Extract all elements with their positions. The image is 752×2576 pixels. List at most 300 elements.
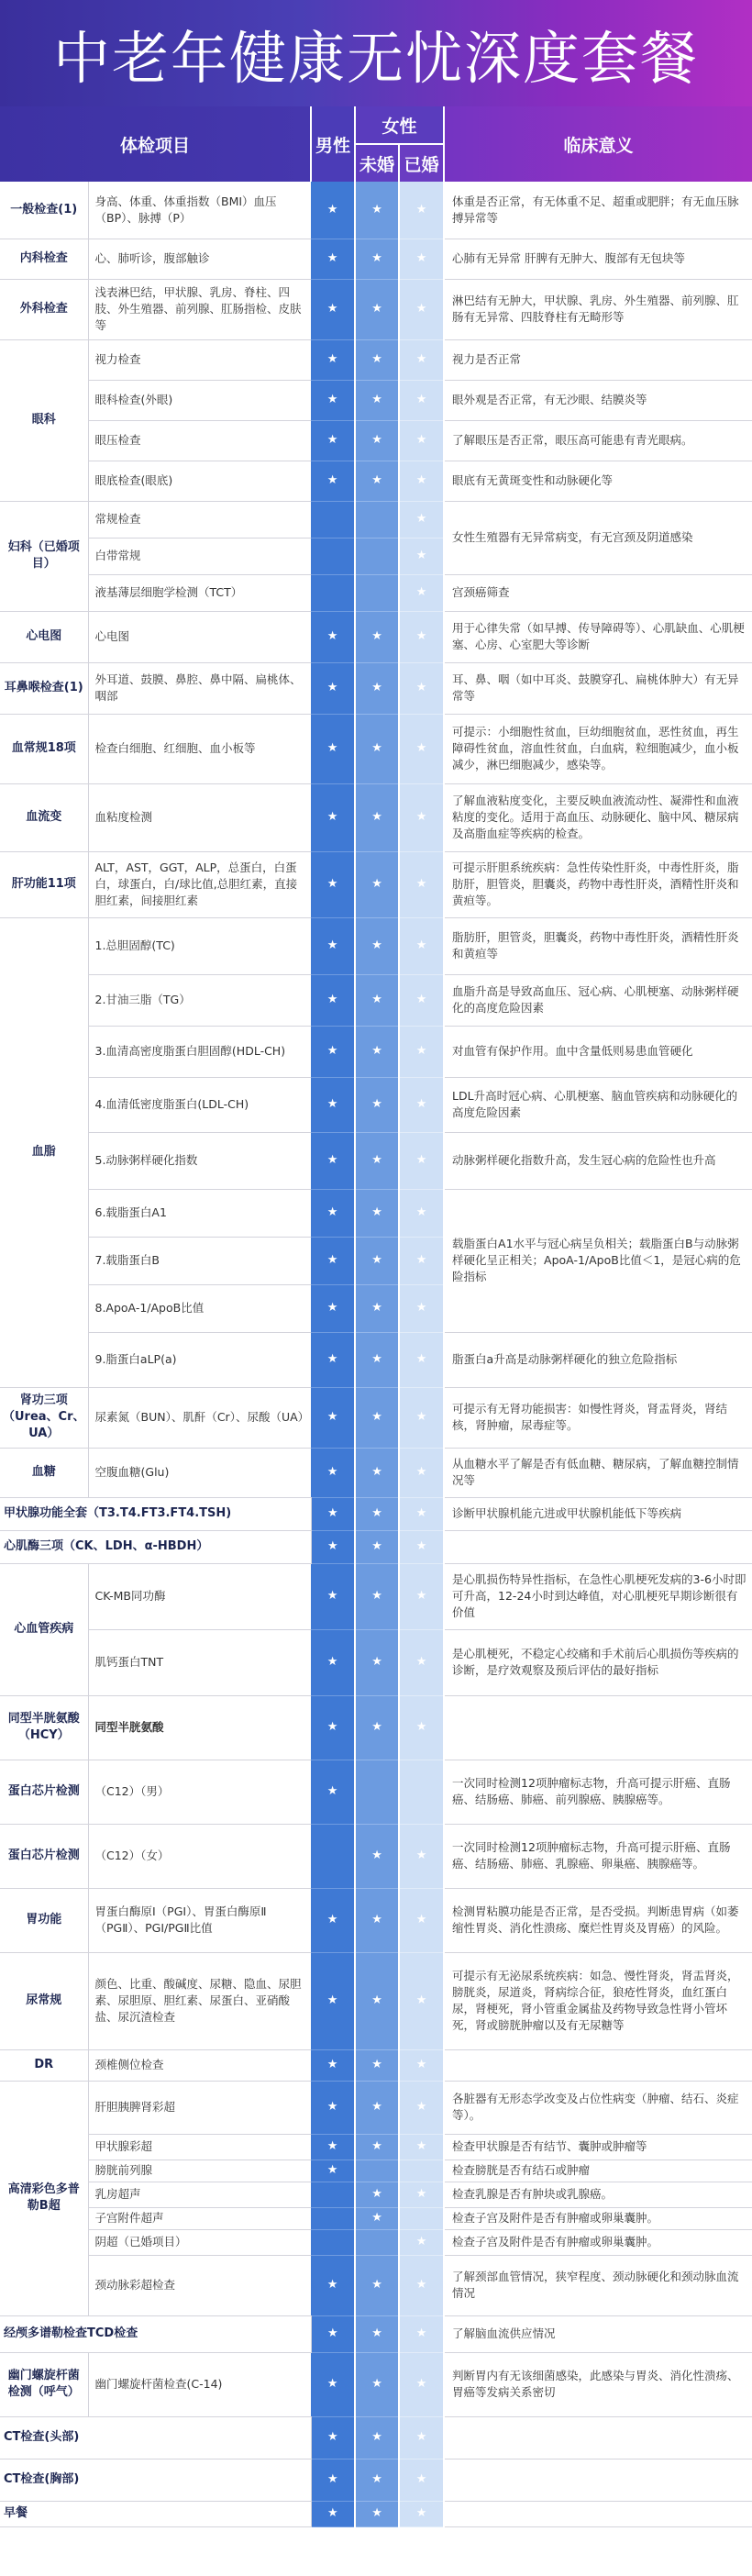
unmarried-mark-cell: ★ [355,851,399,917]
male-mark-cell: ★ [311,1284,355,1332]
table-row [0,501,752,538]
unmarried-mark-cell [355,2229,399,2255]
male-mark-cell [311,538,355,574]
clinical-meaning-cell: 检查乳腺是否有肿块或乳腺癌。 [444,2182,752,2207]
table-row [0,1077,752,1132]
sub-item-cell: 幽门螺旋杆菌检查(C-14) [88,2352,311,2416]
category-cell: 蛋白芯片检测 [0,1824,88,1888]
unmarried-mark-cell: ★ [355,1497,399,1530]
clinical-meaning-cell [444,2416,752,2459]
sub-item-cell: ALT，AST，GGT，ALP，总蛋白，白蛋白，球蛋白，白/球比值,总胆红素，直接胆红素，间接胆红素 [88,851,311,917]
table-row [0,1189,752,1237]
sub-item-cell: 浅表淋巴结，甲状腺、乳房、脊柱、四肢、外生殖器、前列腺、肛肠指检、皮肤等 [88,279,311,339]
married-mark-cell: ★ [399,1332,444,1387]
table-body [0,182,752,2526]
male-mark-cell: ★ [311,2416,355,2459]
table-row [0,2255,752,2315]
married-mark-cell: ★ [399,1824,444,1888]
clinical-meaning-cell: 各脏器有无形态学改变及占位性病变（肿瘤、结石、炎症等）。 [444,2081,752,2134]
table-row [0,420,752,461]
unmarried-mark-cell: ★ [355,1237,399,1284]
unmarried-mark-cell [355,501,399,538]
married-mark-cell: ★ [399,917,444,974]
male-mark-cell: ★ [311,851,355,917]
married-mark-cell: ★ [399,2049,444,2081]
sub-item-cell: 2.甘油三脂（TG） [88,974,311,1026]
male-mark-cell: ★ [311,239,355,279]
male-mark-cell [311,501,355,538]
sub-item-cell: 3.血清高密度脂蛋白胆固醇(HDL-CH) [88,1026,311,1077]
table-row [0,2352,752,2416]
unmarried-mark-cell: ★ [355,2416,399,2459]
married-mark-cell [399,2207,444,2229]
unmarried-mark-cell: ★ [355,1448,399,1497]
male-mark-cell: ★ [311,420,355,461]
table-row [0,1530,752,1563]
table-row [0,2182,752,2207]
category-cell: 心肌酶三项（CK、LDH、α-HBDH） [0,1530,311,1563]
married-mark-cell: ★ [399,1077,444,1132]
sub-item-cell: 尿素氮（BUN）、肌酐（Cr）、尿酸（UA） [88,1387,311,1448]
table-row [0,662,752,714]
married-mark-cell: ★ [399,1497,444,1530]
male-mark-cell: ★ [311,1497,355,1530]
clinical-meaning-cell [444,2501,752,2526]
unmarried-mark-cell: ★ [355,461,399,501]
header-unmarried: 未婚 [355,144,399,182]
clinical-meaning-cell: 眼底有无黄斑变性和动脉硬化等 [444,461,752,501]
table-row [0,917,752,974]
sub-item-cell: 颜色、比重、酸碱度、尿糖、隐血、尿胆素、尿胆原、胆红素、尿蛋白、亚硝酸盐、尿沉渣检查 [88,1952,311,2049]
sub-item-cell: 眼底检查(眼底) [88,461,311,501]
header-married: 已婚 [399,144,444,182]
male-mark-cell: ★ [311,2160,355,2182]
clinical-meaning-cell: 检查子宫及附件是否有肿瘤或卵巢囊肿。 [444,2229,752,2255]
table-row [0,1824,752,1888]
male-mark-cell: ★ [311,1077,355,1132]
table-row [0,2134,752,2160]
unmarried-mark-cell: ★ [355,1695,399,1760]
category-cell: 眼科 [0,339,88,501]
clinical-meaning-cell [444,1530,752,1563]
clinical-meaning-cell: 女性生殖器有无异常病变，有无宫颈及阴道感染 [444,501,752,574]
header-female: 女性 [355,106,444,144]
married-mark-cell: ★ [399,2352,444,2416]
male-mark-cell: ★ [311,2081,355,2134]
sub-item-cell: 液基薄层细胞学检测（TCT） [88,574,311,611]
unmarried-mark-cell: ★ [355,1284,399,1332]
sub-item-cell: 膀胱前列腺 [88,2160,311,2182]
married-mark-cell: ★ [399,339,444,380]
category-cell: 心血管疾病 [0,1563,88,1695]
sub-item-cell: 1.总胆固醇(TC) [88,917,311,974]
male-mark-cell: ★ [311,974,355,1026]
unmarried-mark-cell: ★ [355,2352,399,2416]
male-mark-cell: ★ [311,1563,355,1629]
married-mark-cell: ★ [399,1132,444,1189]
unmarried-mark-cell: ★ [355,2081,399,2134]
table-row [0,380,752,420]
unmarried-mark-cell: ★ [355,2182,399,2207]
male-mark-cell: ★ [311,662,355,714]
unmarried-mark-cell: ★ [355,2255,399,2315]
unmarried-mark-cell: ★ [355,2134,399,2160]
sub-item-cell: 9.脂蛋白aLP(a) [88,1332,311,1387]
unmarried-mark-cell [355,1760,399,1824]
male-mark-cell: ★ [311,2134,355,2160]
sub-item-cell: 心、肺听诊，腹部触诊 [88,239,311,279]
male-mark-cell: ★ [311,279,355,339]
male-mark-cell: ★ [311,2255,355,2315]
clinical-meaning-cell [444,2459,752,2501]
table-row [0,1448,752,1497]
header-male: 男性 [311,106,355,182]
male-mark-cell: ★ [311,2352,355,2416]
category-cell: 血流变 [0,783,88,851]
male-mark-cell: ★ [311,1189,355,1237]
table-row [0,851,752,917]
unmarried-mark-cell: ★ [355,783,399,851]
sub-item-cell: （C12）（女） [88,1824,311,1888]
category-cell: 血脂 [0,917,88,1387]
clinical-meaning-cell: 检查膀胱是否有结石或肿瘤 [444,2160,752,2182]
sub-item-cell: 阴超（已婚项目） [88,2229,311,2255]
unmarried-mark-cell: ★ [355,1824,399,1888]
unmarried-mark-cell: ★ [355,1132,399,1189]
married-mark-cell: ★ [399,279,444,339]
unmarried-mark-cell: ★ [355,339,399,380]
table-row [0,1888,752,1952]
male-mark-cell: ★ [311,917,355,974]
sub-item-cell: 乳房超声 [88,2182,311,2207]
male-mark-cell: ★ [311,1026,355,1077]
male-mark-cell: ★ [311,1132,355,1189]
married-mark-cell: ★ [399,2459,444,2501]
married-mark-cell: ★ [399,461,444,501]
clinical-meaning-cell: 了解血液粘度变化，主要反映血液流动性、凝滞性和血液粘度的变化。适用于高血压、动脉硬化、脑中风、糖尿病及高脂血症等疾病的检查。 [444,783,752,851]
unmarried-mark-cell: ★ [355,714,399,783]
married-mark-cell: ★ [399,182,444,239]
table-row [0,574,752,611]
clinical-meaning-cell: 了解脑血流供应情况 [444,2315,752,2352]
table-row [0,1563,752,1629]
married-mark-cell: ★ [399,1284,444,1332]
category-cell: 心电图 [0,611,88,662]
table-row [0,2049,752,2081]
clinical-meaning-cell: 了解眼压是否正常，眼压高可能患有青光眼病。 [444,420,752,461]
category-cell: 外科检查 [0,279,88,339]
male-mark-cell [311,2207,355,2229]
sub-item-cell: 身高、体重、体重指数（BMI）血压（BP）、脉搏（P） [88,182,311,239]
table-row [0,1952,752,2049]
clinical-meaning-cell: 心肺有无异常 肝脾有无肿大、腹部有无包块等 [444,239,752,279]
sub-item-cell: 8.ApoA-1/ApoB比值 [88,1284,311,1332]
category-cell: CT检查(头部) [0,2416,311,2459]
sub-item-cell: 子宫附件超声 [88,2207,311,2229]
male-mark-cell: ★ [311,1448,355,1497]
category-cell: 幽门螺旋杆菌检测（呼气） [0,2352,88,2416]
sub-item-cell: 空腹血糖(Glu) [88,1448,311,1497]
married-mark-cell: ★ [399,1952,444,2049]
sub-item-cell: 肌钙蛋白TNT [88,1629,311,1695]
unmarried-mark-cell: ★ [355,1952,399,2049]
sub-item-cell: 甲状腺彩超 [88,2134,311,2160]
male-mark-cell: ★ [311,1760,355,1824]
married-mark-cell: ★ [399,1888,444,1952]
clinical-meaning-cell: LDL升高时冠心病、心肌梗塞、脑血管疾病和动脉硬化的高度危险因素 [444,1077,752,1132]
table-row [0,1132,752,1189]
clinical-meaning-cell: 诊断甲状腺机能亢进或甲状腺机能低下等疾病 [444,1497,752,1530]
category-cell: 胃功能 [0,1888,88,1952]
married-mark-cell: ★ [399,1026,444,1077]
unmarried-mark-cell: ★ [355,1563,399,1629]
clinical-meaning-cell: 可提示肝胆系统疾病：急性传染性肝炎，中毒性肝炎，脂肪肝，胆管炎，胆囊炎，药物中毒性肝炎，酒精性肝炎和黄疸等。 [444,851,752,917]
clinical-meaning-cell: 检查子宫及附件是否有肿瘤或卵巢囊肿。 [444,2207,752,2229]
married-mark-cell: ★ [399,662,444,714]
clinical-meaning-cell: 淋巴结有无肿大，甲状腺、乳房、外生殖器、前列腺、肛肠有无异常、四肢脊柱有无畸形等 [444,279,752,339]
unmarried-mark-cell: ★ [355,1332,399,1387]
table-row [0,1026,752,1077]
clinical-meaning-cell: 从血糖水平了解是否有低血糖、糖尿病，了解血糖控制情况等 [444,1448,752,1497]
unmarried-mark-cell: ★ [355,2207,399,2229]
table-row [0,461,752,501]
clinical-meaning-cell: 体重是否正常，有无体重不足、超重或肥胖；有无血压脉搏异常等 [444,182,752,239]
unmarried-mark-cell: ★ [355,420,399,461]
married-mark-cell: ★ [399,2229,444,2255]
married-mark-cell: ★ [399,2501,444,2526]
table-row [0,2229,752,2255]
table-row [0,339,752,380]
table-row [0,182,752,239]
sub-item-cell: 视力检查 [88,339,311,380]
unmarried-mark-cell: ★ [355,1189,399,1237]
sub-item-cell: 5.动脉粥样硬化指数 [88,1132,311,1189]
clinical-meaning-cell: 一次同时检测12项肿瘤标志物，升高可提示肝癌、直肠癌、结肠癌、肺癌、乳腺癌、卵巢癌、胰腺癌等。 [444,1824,752,1888]
married-mark-cell: ★ [399,2081,444,2134]
male-mark-cell [311,574,355,611]
sub-item-cell: 外耳道、鼓膜、鼻腔、鼻中隔、扁桃体、咽部 [88,662,311,714]
sub-item-cell: 血粘度检测 [88,783,311,851]
male-mark-cell: ★ [311,1952,355,2049]
male-mark-cell: ★ [311,1387,355,1448]
unmarried-mark-cell: ★ [355,239,399,279]
clinical-meaning-cell: 耳、鼻、咽（如中耳炎、鼓膜穿孔、扁桃体肿大）有无异常等 [444,662,752,714]
category-cell: 经颅多谱勒检查TCD检查 [0,2315,311,2352]
male-mark-cell: ★ [311,714,355,783]
married-mark-cell: ★ [399,420,444,461]
table-row [0,1332,752,1387]
married-mark-cell [399,2160,444,2182]
clinical-meaning-cell: 可提示有无肾功能损害：如慢性肾炎，肾盂肾炎，肾结核，肾肿瘤，尿毒症等。 [444,1387,752,1448]
sub-item-cell: 常规检查 [88,501,311,538]
table-row [0,2315,752,2352]
header-clinical: 临床意义 [444,106,752,182]
clinical-meaning-cell: 对血管有保护作用。血中含量低则易患血管硬化 [444,1026,752,1077]
unmarried-mark-cell: ★ [355,2459,399,2501]
male-mark-cell [311,2182,355,2207]
male-mark-cell: ★ [311,339,355,380]
category-cell: 甲状腺功能全套（T3.T4.FT3.FT4.TSH) [0,1497,311,1530]
clinical-meaning-cell: 检查甲状腺是否有结节、囊肿或肿瘤等 [444,2134,752,2160]
clinical-meaning-cell: 动脉粥样硬化指数升高，发生冠心病的危险性也升高 [444,1132,752,1189]
sub-item-cell: 胃蛋白酶原Ⅰ（PGⅠ）、胃蛋白酶原Ⅱ（PGⅡ）、PGⅠ/PGⅡ比值 [88,1888,311,1952]
sub-item-cell: 4.血清低密度脂蛋白(LDL-CH) [88,1077,311,1132]
clinical-meaning-cell: 眼外观是否正常，有无沙眼、结膜炎等 [444,380,752,420]
unmarried-mark-cell: ★ [355,182,399,239]
married-mark-cell: ★ [399,2416,444,2459]
married-mark-cell: ★ [399,2255,444,2315]
male-mark-cell: ★ [311,1695,355,1760]
married-mark-cell: ★ [399,1629,444,1695]
table-row [0,1629,752,1695]
category-cell: 一般检查(1) [0,182,88,239]
married-mark-cell: ★ [399,501,444,538]
unmarried-mark-cell: ★ [355,2501,399,2526]
table-row [0,279,752,339]
table-row [0,1760,752,1824]
table-row [0,974,752,1026]
male-mark-cell [311,1824,355,1888]
married-mark-cell: ★ [399,538,444,574]
sub-item-cell: 检查白细胞、红细胞、血小板等 [88,714,311,783]
unmarried-mark-cell: ★ [355,2049,399,2081]
clinical-meaning-cell: 脂肪肝，胆管炎，胆囊炎，药物中毒性肝炎，酒精性肝炎和黄疸等 [444,917,752,974]
unmarried-mark-cell: ★ [355,2315,399,2352]
married-mark-cell: ★ [399,974,444,1026]
category-cell: CT检查(胸部) [0,2459,311,2501]
table-row [0,783,752,851]
category-cell: 内科检查 [0,239,88,279]
married-mark-cell: ★ [399,380,444,420]
clinical-meaning-cell: 判断胃内有无该细菌感染，此感染与胃炎、消化性溃疡、胃癌等发病关系密切 [444,2352,752,2416]
table-row [0,2081,752,2134]
clinical-meaning-cell: 可提示：小细胞性贫血，巨幼细胞贫血，恶性贫血，再生障碍性贫血，溶血性贫血，白血病，粒细胞减少，血小板减少，淋巴细胞减少，感染等。 [444,714,752,783]
unmarried-mark-cell: ★ [355,917,399,974]
married-mark-cell: ★ [399,2182,444,2207]
married-mark-cell: ★ [399,611,444,662]
male-mark-cell: ★ [311,2501,355,2526]
clinical-meaning-cell: 血脂升高是导致高血压、冠心病、心肌梗塞、动脉粥样硬化的高度危险因素 [444,974,752,1026]
male-mark-cell: ★ [311,461,355,501]
sub-item-cell: 颈动脉彩超检查 [88,2255,311,2315]
unmarried-mark-cell: ★ [355,1629,399,1695]
sub-item-cell: 同型半胱氨酸 [88,1695,311,1760]
table-row [0,1497,752,1530]
unmarried-mark-cell: ★ [355,611,399,662]
unmarried-mark-cell [355,538,399,574]
unmarried-mark-cell: ★ [355,1077,399,1132]
header-item: 体检项目 [0,106,311,182]
category-cell: 尿常规 [0,1952,88,2049]
male-mark-cell: ★ [311,2315,355,2352]
table-row [0,2416,752,2459]
checkup-table [0,106,752,2527]
sub-item-cell: 白带常规 [88,538,311,574]
clinical-meaning-cell: 脂蛋白a升高是动脉粥样硬化的独立危险指标 [444,1332,752,1387]
married-mark-cell [399,1760,444,1824]
male-mark-cell [311,2229,355,2255]
married-mark-cell: ★ [399,239,444,279]
table-row [0,2459,752,2501]
table-row [0,2160,752,2182]
clinical-meaning-cell: 载脂蛋白A1水平与冠心病呈负相关；载脂蛋白B与动脉粥样硬化呈正相关；ApoA-1/ApoB比值＜1，是冠心病的危险指标 [444,1189,752,1332]
unmarried-mark-cell: ★ [355,1387,399,1448]
male-mark-cell: ★ [311,2459,355,2501]
sub-item-cell: CK-MB同功酶 [88,1563,311,1629]
sub-item-cell: 7.载脂蛋白B [88,1237,311,1284]
clinical-meaning-cell: 宫颈癌筛查 [444,574,752,611]
male-mark-cell: ★ [311,1237,355,1284]
page-title: 中老年健康无忧深度套餐 [52,24,699,92]
married-mark-cell: ★ [399,1387,444,1448]
category-cell: 耳鼻喉检查(1) [0,662,88,714]
clinical-meaning-cell: 检测胃粘膜功能是否正常，是否受损。判断患胃病（如萎缩性胃炎、消化性溃疡、糜烂性胃炎及胃癌）的风险。 [444,1888,752,1952]
sub-item-cell: 肝胆胰脾肾彩超 [88,2081,311,2134]
male-mark-cell: ★ [311,182,355,239]
unmarried-mark-cell: ★ [355,662,399,714]
male-mark-cell: ★ [311,2049,355,2081]
unmarried-mark-cell [355,574,399,611]
married-mark-cell: ★ [399,2134,444,2160]
unmarried-mark-cell: ★ [355,1026,399,1077]
category-cell: 血常规18项 [0,714,88,783]
category-cell: 肝功能11项 [0,851,88,917]
category-cell: 高清彩色多普勒B超 [0,2081,88,2315]
category-cell: 蛋白芯片检测 [0,1760,88,1824]
unmarried-mark-cell: ★ [355,1888,399,1952]
male-mark-cell: ★ [311,611,355,662]
married-mark-cell: ★ [399,851,444,917]
male-mark-cell: ★ [311,1332,355,1387]
married-mark-cell: ★ [399,1530,444,1563]
sub-item-cell: 6.载脂蛋白A1 [88,1189,311,1237]
table-row [0,714,752,783]
clinical-meaning-cell: 是心肌损伤特异性指标，在急性心肌梗死发病的3-6小时即可升高，12-24小时到达峰值，对心肌梗死早期诊断很有价值 [444,1563,752,1629]
clinical-meaning-cell: 视力是否正常 [444,339,752,380]
male-mark-cell: ★ [311,783,355,851]
category-cell: 同型半胱氨酸（HCY） [0,1695,88,1760]
male-mark-cell: ★ [311,1888,355,1952]
unmarried-mark-cell: ★ [355,974,399,1026]
male-mark-cell: ★ [311,380,355,420]
sub-item-cell: （C12）（男） [88,1760,311,1824]
married-mark-cell: ★ [399,714,444,783]
category-cell: 早餐 [0,2501,311,2526]
unmarried-mark-cell: ★ [355,279,399,339]
clinical-meaning-cell: 可提示有无泌尿系统疾病：如急、慢性肾炎，肾盂肾炎，膀胱炎，尿道炎，肾病综合征，狼疮性肾炎，血红蛋白尿，肾梗死，肾小管重金属盐及药物导致急性肾小管坏死，肾或膀胱肿瘤以及有无尿糖等 [444,1952,752,2049]
married-mark-cell: ★ [399,1563,444,1629]
clinical-meaning-cell: 是心肌梗死，不稳定心绞痛和手术前后心肌损伤等疾病的诊断，是疗效观察及预后评估的最好指标 [444,1629,752,1695]
married-mark-cell: ★ [399,1448,444,1497]
married-mark-cell: ★ [399,1237,444,1284]
sub-item-cell: 心电图 [88,611,311,662]
clinical-meaning-cell: 了解颈部血管情况，狭窄程度、颈动脉硬化和颈动脉血流情况 [444,2255,752,2315]
table-row [0,1695,752,1760]
category-cell: DR [0,2049,88,2081]
sub-item-cell: 眼压检查 [88,420,311,461]
married-mark-cell: ★ [399,1189,444,1237]
category-cell: 血糖 [0,1448,88,1497]
clinical-meaning-cell [444,1695,752,1760]
category-cell: 肾功三项（Urea、Cr、UA） [0,1387,88,1448]
table-row [0,239,752,279]
unmarried-mark-cell: ★ [355,1530,399,1563]
table-row [0,611,752,662]
table-row [0,2501,752,2526]
unmarried-mark-cell [355,2160,399,2182]
clinical-meaning-cell [444,2049,752,2081]
clinical-meaning-cell: 一次同时检测12项肿瘤标志物，升高可提示肝癌、直肠癌、结肠癌、肺癌、前列腺癌、胰腺癌等。 [444,1760,752,1824]
